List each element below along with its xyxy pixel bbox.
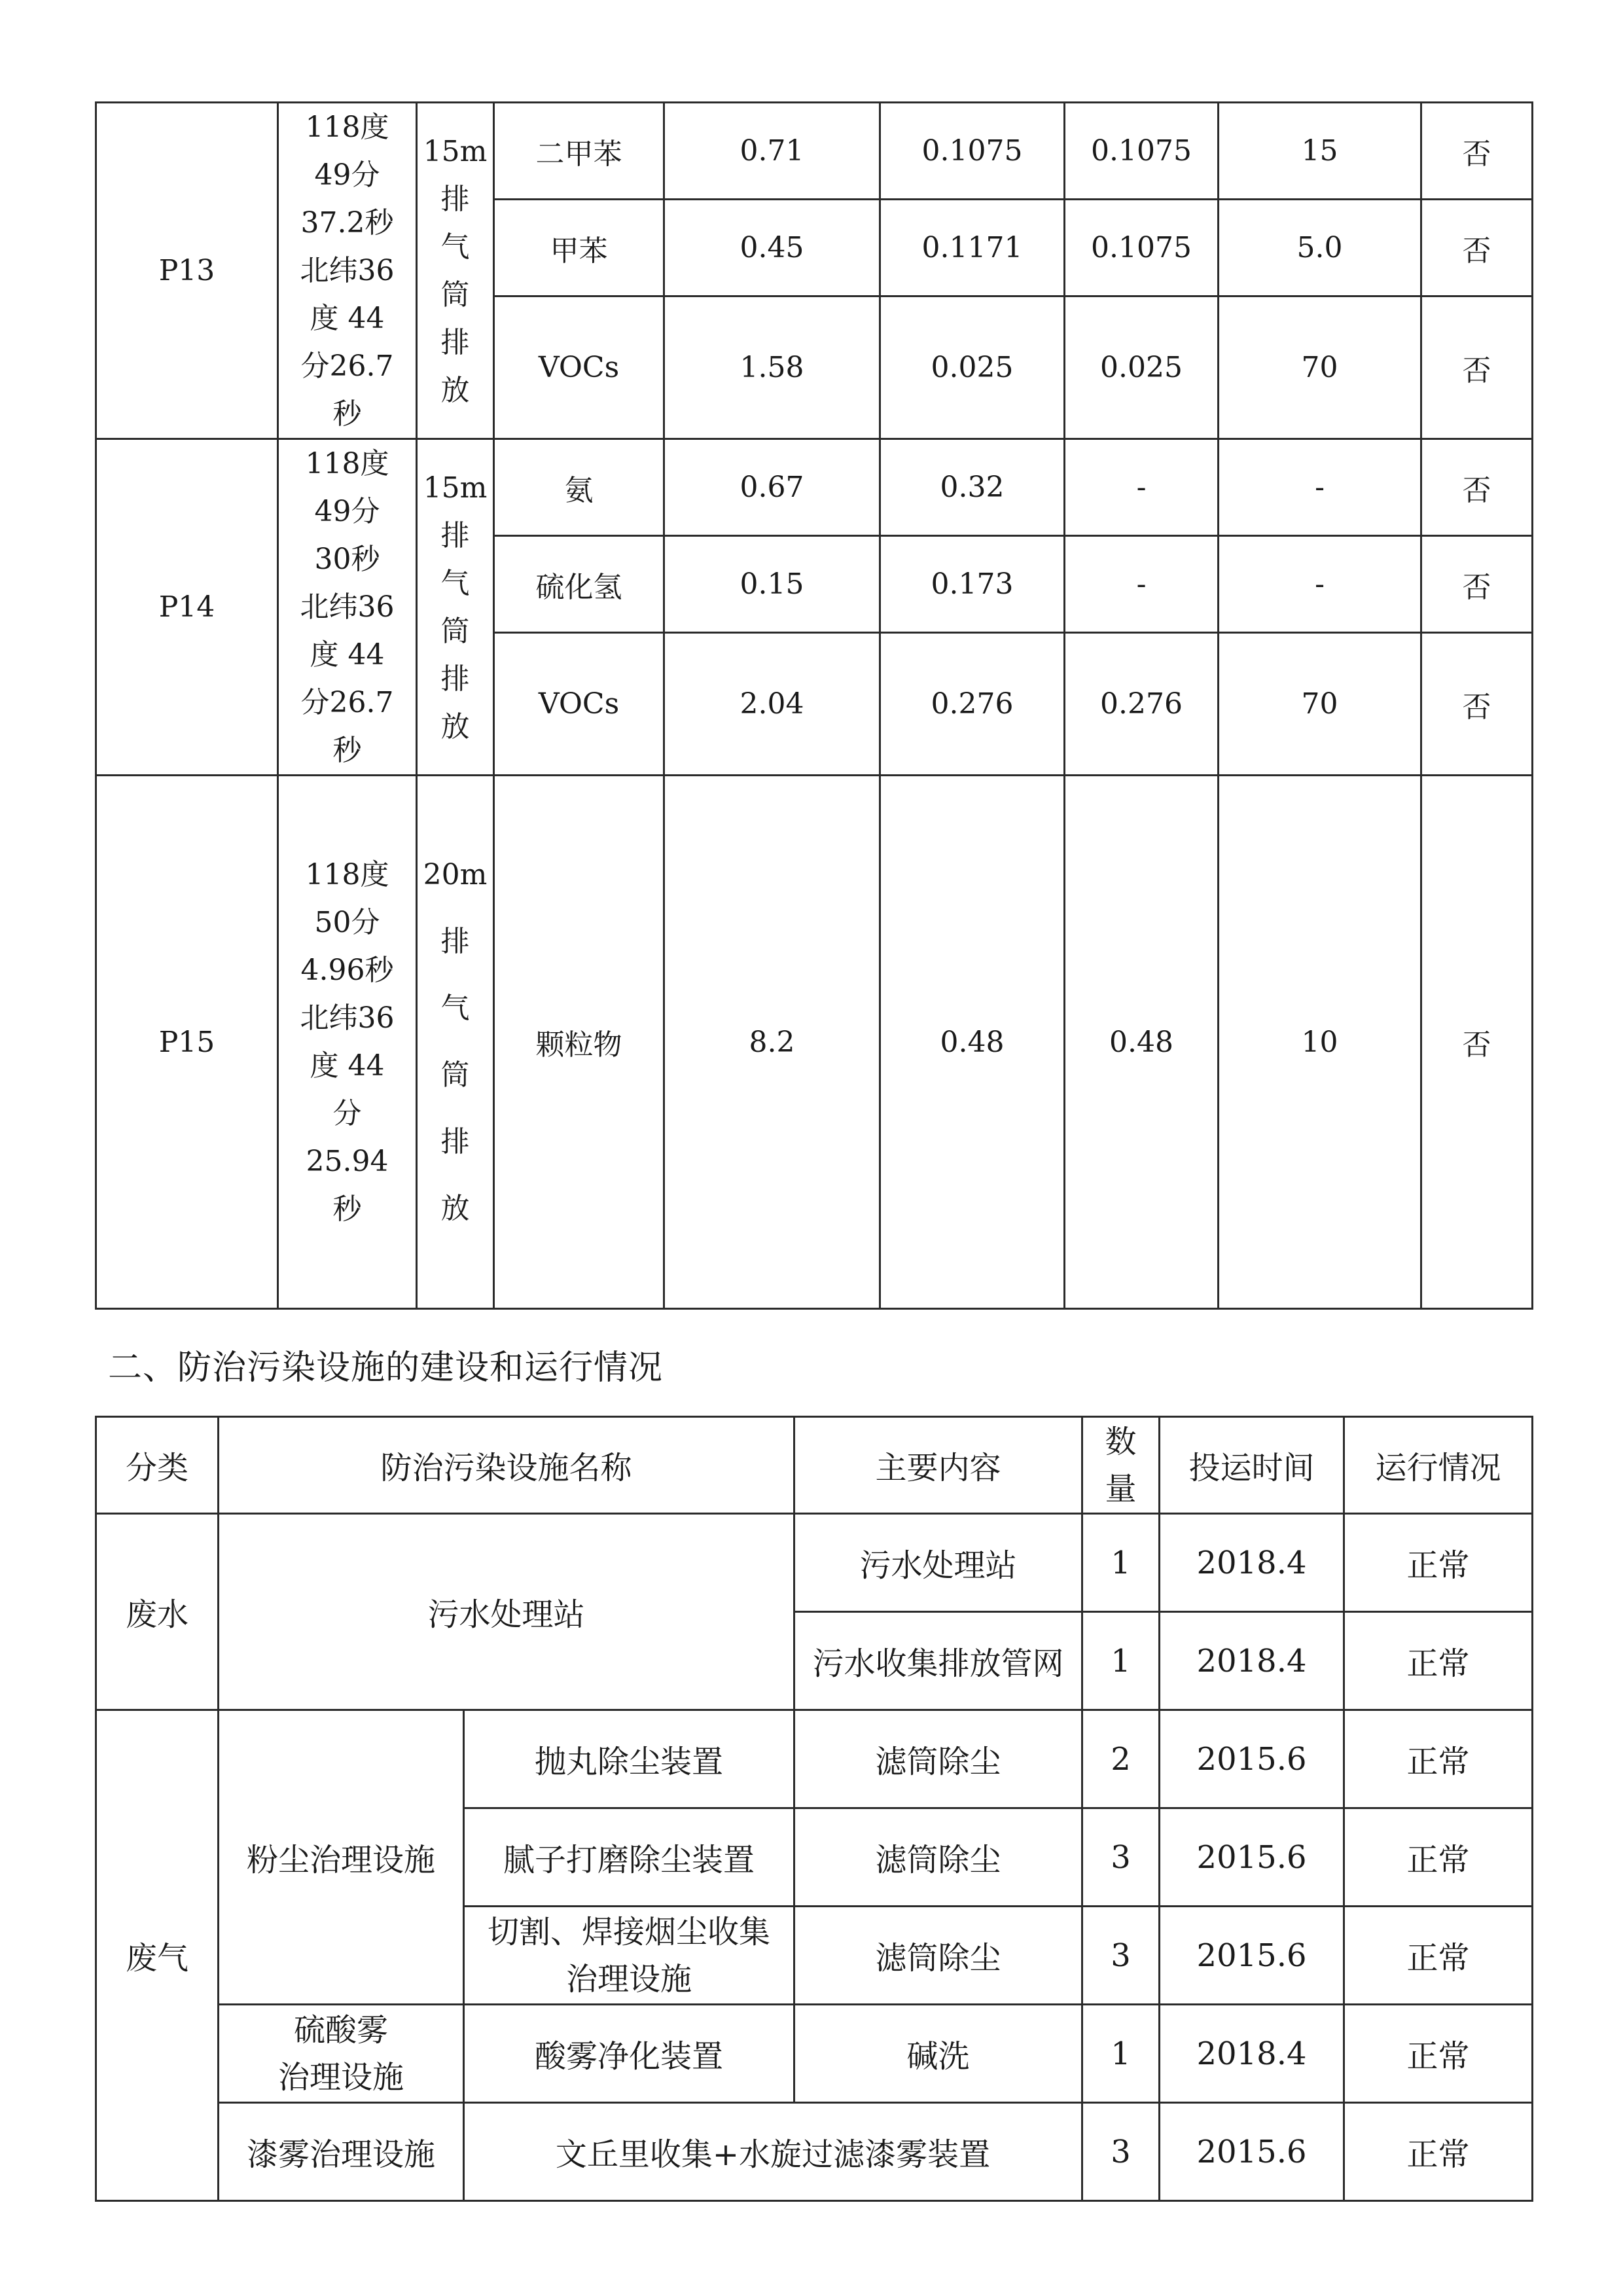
- location-line: 49分: [314, 495, 380, 528]
- discharge-line: 筒: [440, 278, 470, 312]
- result-cell: 否: [1421, 200, 1533, 296]
- table-row: [96, 439, 1533, 536]
- header-quantity: [1082, 1417, 1160, 1514]
- device-line: 治理设施: [566, 1960, 692, 1998]
- header-category: 分类: [96, 1417, 219, 1514]
- value-cell: -: [1219, 536, 1421, 633]
- result-cell: 否: [1421, 296, 1533, 439]
- location-line: 118度: [305, 447, 389, 480]
- table-row: [96, 103, 1533, 200]
- quantity-cell: 3: [1082, 1907, 1160, 2005]
- monitoring-point-cell: P14: [96, 439, 278, 776]
- discharge-line: 排: [440, 1125, 470, 1158]
- location-line: 北纬36: [300, 254, 395, 287]
- status-cell: 正常: [1344, 2103, 1533, 2201]
- value-cell: 0.276: [880, 633, 1065, 776]
- table-row: [96, 776, 1533, 1309]
- value-cell: -: [1065, 536, 1219, 633]
- value-cell: -: [1065, 439, 1219, 536]
- quantity-cell: 2: [1082, 1710, 1160, 1808]
- start-time-cell: 2018.4: [1160, 1514, 1344, 1612]
- header-facility-name: 防治污染设施名称: [219, 1417, 794, 1514]
- result-cell: 否: [1421, 776, 1533, 1309]
- quantity-cell: 1: [1082, 1612, 1160, 1710]
- value-cell: 0.67: [664, 439, 880, 536]
- status-cell: 正常: [1344, 1907, 1533, 2005]
- status-cell: 正常: [1344, 1612, 1533, 1710]
- start-time-cell: 2018.4: [1160, 2005, 1344, 2103]
- value-cell: 0.71: [664, 103, 880, 200]
- discharge-line: 排: [440, 925, 470, 958]
- content-cell: 滤筒除尘: [794, 1808, 1082, 1907]
- header-main-content: 主要内容: [794, 1417, 1082, 1514]
- discharge-line: 放: [440, 709, 470, 744]
- value-cell: 0.15: [664, 536, 880, 633]
- pollutant-cell: 氨: [494, 439, 664, 536]
- discharge-line: 15m: [423, 471, 488, 505]
- start-time-cell: 2015.6: [1160, 2103, 1344, 2201]
- discharge-line: 放: [440, 1192, 470, 1225]
- value-cell: 1.58: [664, 296, 880, 439]
- value-cell: 0.276: [1065, 633, 1219, 776]
- group-line: 治理设施: [277, 2058, 404, 2096]
- discharge-line: 排: [440, 662, 470, 696]
- location-line: 25.94: [306, 1145, 389, 1178]
- device-cell: [464, 1907, 794, 2005]
- discharge-line: 筒: [440, 614, 470, 648]
- emission-data-table: [95, 101, 1533, 1310]
- status-cell: 正常: [1344, 2005, 1533, 2103]
- location-line: 118度: [305, 858, 389, 891]
- value-cell: 0.1075: [880, 103, 1065, 200]
- location-line: 分26.7: [300, 350, 394, 383]
- value-cell: 0.48: [880, 776, 1065, 1309]
- discharge-line: 排: [440, 518, 470, 552]
- group-cell: [219, 2005, 464, 2103]
- pollutant-cell: 甲苯: [494, 200, 664, 296]
- header-status: 运行情况: [1344, 1417, 1533, 1514]
- location-line: 北纬36: [300, 590, 395, 624]
- discharge-line: 排: [440, 325, 470, 359]
- discharge-line: 15m: [423, 134, 488, 168]
- value-cell: 0.32: [880, 439, 1065, 536]
- start-time-cell: 2015.6: [1160, 1808, 1344, 1907]
- value-cell: 15: [1219, 103, 1421, 200]
- value-cell: 0.173: [880, 536, 1065, 633]
- quantity-cell: 3: [1082, 1808, 1160, 1907]
- value-cell: -: [1219, 439, 1421, 536]
- status-cell: 正常: [1344, 1514, 1533, 1612]
- value-cell: 0.1075: [1065, 200, 1219, 296]
- table-row: [96, 2005, 1533, 2103]
- status-cell: 正常: [1344, 1808, 1533, 1907]
- location-cell: [278, 439, 417, 776]
- discharge-line: 放: [440, 373, 470, 407]
- header-quantity-line: 数: [1105, 1423, 1137, 1460]
- location-line: 秒: [332, 734, 362, 767]
- discharge-line: 气: [440, 992, 470, 1025]
- discharge-line: 气: [440, 230, 470, 264]
- discharge-method-cell: [417, 103, 494, 439]
- device-cell: 抛丸除尘装置: [464, 1710, 794, 1808]
- group-cell: 粉尘治理设施: [219, 1710, 464, 2005]
- quantity-cell: 1: [1082, 1514, 1160, 1612]
- device-cell: 文丘里收集+水旋过滤漆雾装置: [464, 2103, 1082, 2201]
- location-line: 秒: [332, 1193, 362, 1226]
- group-cell: 漆雾治理设施: [219, 2103, 464, 2201]
- pollutant-cell: 颗粒物: [494, 776, 664, 1309]
- value-cell: 8.2: [664, 776, 880, 1309]
- device-line: 切割、焊接烟尘收集: [488, 1913, 771, 1950]
- value-cell: 2.04: [664, 633, 880, 776]
- discharge-line: 排: [440, 182, 470, 216]
- value-cell: 0.48: [1065, 776, 1219, 1309]
- pollutant-cell: 二甲苯: [494, 103, 664, 200]
- start-time-cell: 2018.4: [1160, 1612, 1344, 1710]
- content-cell: 污水收集排放管网: [794, 1612, 1082, 1710]
- value-cell: 70: [1219, 296, 1421, 439]
- location-line: 北纬36: [300, 1001, 395, 1035]
- location-line: 30秒: [314, 543, 380, 576]
- location-cell: [278, 776, 417, 1309]
- result-cell: 否: [1421, 633, 1533, 776]
- location-line: 度 44: [310, 638, 385, 672]
- device-cell: 腻子打磨除尘装置: [464, 1808, 794, 1907]
- content-cell: 污水处理站: [794, 1514, 1082, 1612]
- facility-name-cell: 污水处理站: [219, 1514, 794, 1710]
- location-line: 50分: [314, 906, 380, 939]
- monitoring-point-cell: P13: [96, 103, 278, 439]
- start-time-cell: 2015.6: [1160, 1907, 1344, 2005]
- discharge-line: 20m: [423, 858, 488, 891]
- value-cell: 10: [1219, 776, 1421, 1309]
- table-row: [96, 2103, 1533, 2201]
- quantity-cell: 3: [1082, 2103, 1160, 2201]
- table-row: [96, 1710, 1533, 1808]
- category-cell: 废气: [96, 1710, 219, 2201]
- value-cell: 0.025: [880, 296, 1065, 439]
- device-cell: 酸雾净化装置: [464, 2005, 794, 2103]
- location-line: 分: [332, 1097, 362, 1130]
- discharge-line: 筒: [440, 1058, 470, 1092]
- category-cell: 废水: [96, 1514, 219, 1710]
- content-cell: 碱洗: [794, 2005, 1082, 2103]
- location-line: 37.2秒: [300, 206, 394, 240]
- location-cell: [278, 103, 417, 439]
- pollutant-cell: VOCs: [494, 633, 664, 776]
- start-time-cell: 2015.6: [1160, 1710, 1344, 1808]
- value-cell: 5.0: [1219, 200, 1421, 296]
- content-cell: 滤筒除尘: [794, 1907, 1082, 2005]
- header-start-time: 投运时间: [1160, 1417, 1344, 1514]
- header-quantity-line: 量: [1105, 1470, 1137, 1507]
- location-line: 分26.7: [300, 686, 394, 719]
- location-line: 4.96秒: [300, 954, 394, 987]
- value-cell: 0.025: [1065, 296, 1219, 439]
- pollutant-cell: VOCs: [494, 296, 664, 439]
- location-line: 118度: [305, 111, 389, 144]
- discharge-line: 气: [440, 566, 470, 600]
- value-cell: 0.45: [664, 200, 880, 296]
- section-heading: 二、防治污染设施的建设和运行情况: [108, 1348, 664, 1388]
- facility-header-row: [96, 1417, 1533, 1514]
- table-row: [96, 1514, 1533, 1612]
- discharge-method-cell: [417, 439, 494, 776]
- location-line: 度 44: [310, 1049, 385, 1083]
- quantity-cell: 1: [1082, 2005, 1160, 2103]
- result-cell: 否: [1421, 103, 1533, 200]
- location-line: 度 44: [310, 302, 385, 335]
- result-cell: 否: [1421, 439, 1533, 536]
- value-cell: 0.1075: [1065, 103, 1219, 200]
- pollutant-cell: 硫化氢: [494, 536, 664, 633]
- result-cell: 否: [1421, 536, 1533, 633]
- value-cell: 0.1171: [880, 200, 1065, 296]
- location-line: 秒: [332, 397, 362, 431]
- content-cell: 滤筒除尘: [794, 1710, 1082, 1808]
- facility-table: [95, 1416, 1533, 2202]
- value-cell: 70: [1219, 633, 1421, 776]
- location-line: 49分: [314, 158, 380, 192]
- monitoring-point-cell: P15: [96, 776, 278, 1309]
- status-cell: 正常: [1344, 1710, 1533, 1808]
- group-line: 硫酸雾: [293, 2011, 388, 2049]
- discharge-method-cell: [417, 776, 494, 1309]
